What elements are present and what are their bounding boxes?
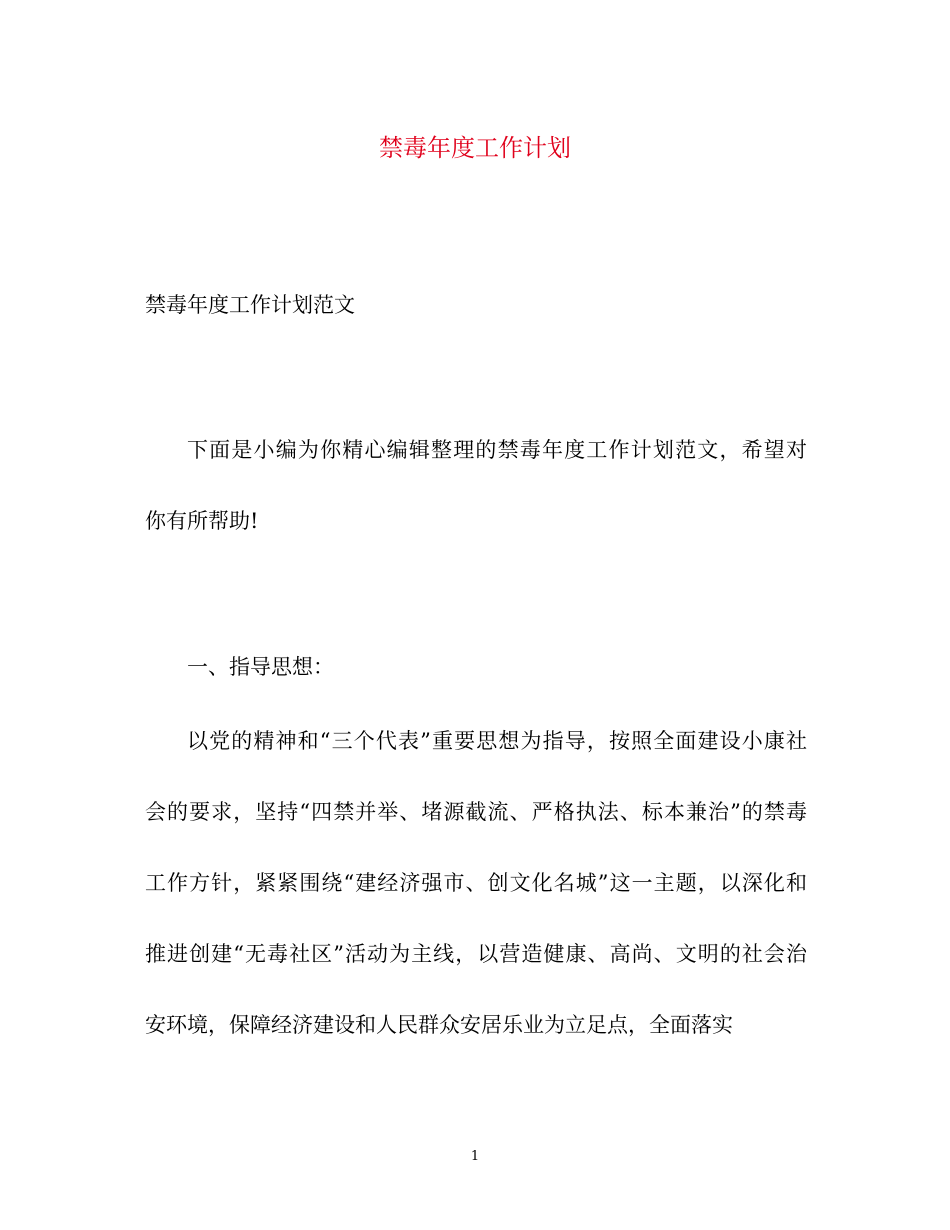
intro-paragraph bbox=[145, 415, 807, 557]
document-title: 禁毒年度工作计划 bbox=[379, 134, 571, 162]
guide-line: 推进创建“无毒社区”活动为主线，以营造健康、高尚、文明的社会治 bbox=[145, 942, 807, 966]
guide-line: 会的要求，坚持“四禁并举、堵源截流、严格执法、标本兼治”的禁毒 bbox=[145, 800, 807, 824]
guide-paragraph bbox=[145, 706, 807, 1061]
intro-line: 下面是小编为你精心编辑整理的禁毒年度工作计划范文，希望对 bbox=[187, 438, 807, 462]
guide-line: 工作方针，紧紧围绕“建经济强市、创文化名城”这一主题，以深化和 bbox=[145, 871, 807, 895]
guide-line: 安环境，保障经济建设和人民群众安居乐业为立足点，全面落实 bbox=[145, 1013, 733, 1037]
page-number: 1 bbox=[470, 1149, 480, 1164]
section-heading: 一、指导思想： bbox=[187, 655, 334, 679]
document-subtitle: 禁毒年度工作计划范文 bbox=[145, 293, 355, 317]
guide-line: 以党的精神和“三个代表”重要思想为指导，按照全面建设小康社 bbox=[187, 729, 807, 753]
intro-line: 你有所帮助! bbox=[145, 509, 259, 533]
